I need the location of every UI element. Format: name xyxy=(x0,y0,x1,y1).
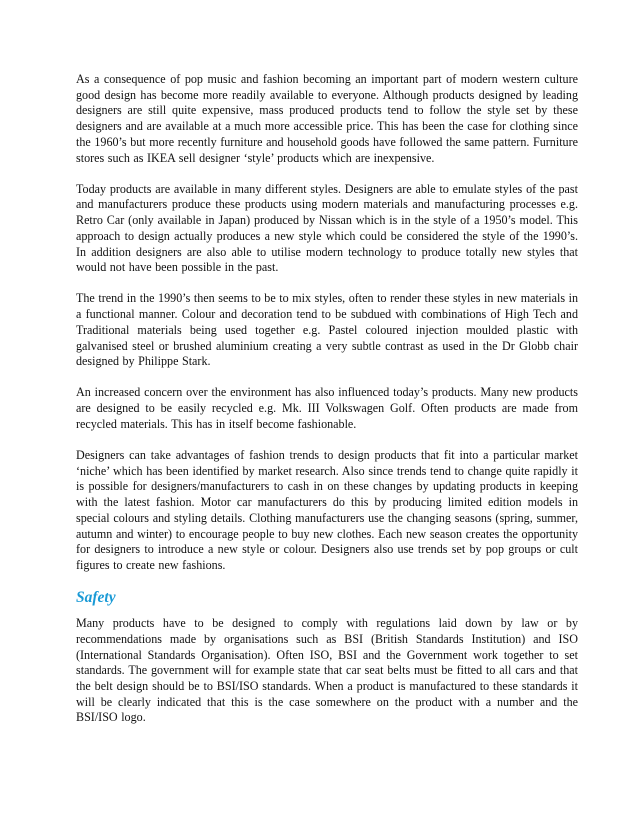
paragraph-pop-music: As a consequence of pop music and fashion becoming an important part of modern western culture good design has become more readily available to everyone. Although products designed by leading designers are still quite expensive, mass produced products tend to follow the style set by these designers and are available at a much more accessible price. This has been the case for clothing since the 1960’s but more recently furniture and household goods have followed the same pattern. Furniture stores such as IKEA sell designer ‘style’ products which are inexpensive. xyxy=(76,72,578,165)
paragraph-environment: An increased concern over the environment has also influenced today’s products. Many new products are designed to be easily recycled e.g. Mk. III Volkswagen Golf. Often products are made from recycled materials. This has in itself become fashionable. xyxy=(76,385,578,431)
section-heading-safety: Safety xyxy=(76,589,116,607)
paragraph-fashion-trends: Designers can take advantages of fashion trends to design products that fit into a particular market ‘niche’ which has been identified by market research. Also since trends tend to change quite rapidly it is possible for designers/manufacturers to cash in on these changes by updating products in keeping with the latest fashion. Motor car manufacturers do this by producing limited edition models in special colours and styling details. Clothing manufacturers use the changing seasons (spring, summer, autumn and winter) to encourage people to buy new clothes. Each new season creates the opportunity for designers to introduce a new style or colour. Designers also use trends set by pop groups or cult figures to create new fashions. xyxy=(76,448,578,572)
paragraph-product-styles: Today products are available in many different styles. Designers are able to emulate styles of the past and manufacturers produce these products using modern materials and manufacturing processes e.g. Retro Car (only available in Japan) produced by Nissan which is in the style of a 1950’s model. This approach to design actually produces a new style which could be considered the style of the 1990’s. In addition designers are also able to utilise modern technology to produce totally new styles that would not have been possible in the past. xyxy=(76,181,578,275)
paragraph-1990s-trend: The trend in the 1990’s then seems to be to mix styles, often to render these styles in new materials in a functional manner. Colour and decoration tend to be subdued with combinations of High Tech and Traditional materials being used together e.g. Pastel coloured injection moulded plastic with galvanised steel or brushed aluminium creating a very subtle contrast as used in the Dr Globb chair designed by Philippe Stark. xyxy=(76,291,578,369)
paragraph-safety: Many products have to be designed to comply with regulations laid down by law or by recommendations made by organisations such as BSI (British Standards Institution) and ISO (International Standards Organisation). Often ISO, BSI and the Government work together to set standards. The government will for example state that car seat belts must be fitted to all cars and that the belt design should be to BSI/ISO standards. When a product is manufactured to these standards it will be clearly indicated that this is the case somewhere on the product with a number and the BSI/ISO logo. xyxy=(76,616,578,725)
